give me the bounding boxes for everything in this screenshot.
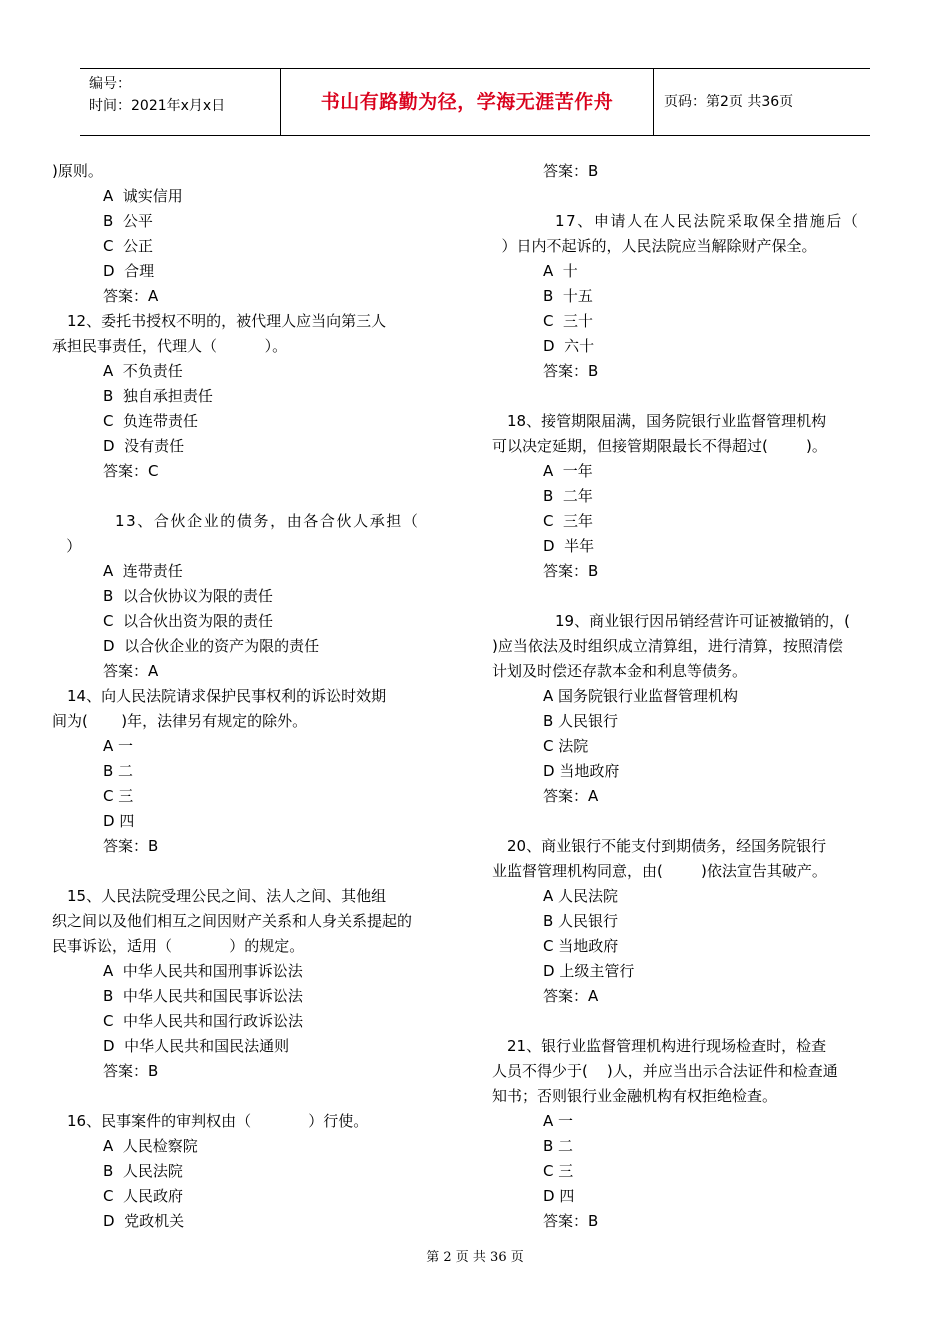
- answer-line: 答案：B: [543, 362, 599, 380]
- option-line: D 当地政府: [543, 762, 620, 780]
- question-line: 计划及时偿还存款本金和利息等债务。: [492, 662, 748, 680]
- question-line: 20、商业银行不能支付到期债务，经国务院银行: [507, 837, 827, 855]
- question-line: 间为( )年，法律另有规定的除外。: [52, 712, 308, 730]
- option-line: C 三十: [543, 312, 594, 330]
- blank-line: [492, 809, 912, 834]
- answer-line: 答案：A: [543, 787, 599, 805]
- question-line: 织之间以及他们相互之间因财产关系和人身关系提起的: [52, 912, 413, 930]
- option-line: C 三: [103, 787, 134, 805]
- answer-line: 答案：B: [103, 1062, 159, 1080]
- answer-line: 答案：B: [543, 562, 599, 580]
- question-line: ）: [52, 537, 82, 555]
- option-line: D 四: [543, 1187, 575, 1205]
- option-line: A 连带责任: [103, 562, 183, 580]
- option-line: C 负连带责任: [103, 412, 199, 430]
- option-line: C 中华人民共和国行政诉讼法: [103, 1012, 304, 1030]
- page-footer: 第 2 页 共 36 页: [426, 1250, 524, 1265]
- left-column: [52, 159, 472, 1234]
- option-line: C 三年: [543, 512, 594, 530]
- question-line: 承担民事责任，代理人（ ）。: [52, 337, 288, 355]
- question-line: 17、申请人在人民法院采取保全措施后（: [555, 212, 860, 230]
- header-meta: [80, 69, 281, 135]
- option-line: C 法院: [543, 737, 589, 755]
- option-line: B 人民银行: [543, 712, 619, 730]
- right-column: [492, 159, 912, 1234]
- blank-line: [52, 484, 472, 509]
- option-line: D 以合伙企业的资产为限的责任: [103, 637, 320, 655]
- option-line: A 中华人民共和国刑事诉讼法: [103, 962, 303, 980]
- question-line: 知书；否则银行业金融机构有权拒绝检查。: [492, 1087, 778, 1105]
- page-header: [80, 68, 870, 136]
- option-line: B 独自承担责任: [103, 387, 213, 405]
- blank-line: [492, 1009, 912, 1034]
- question-line: 民事诉讼，适用（ ）的规定。: [52, 937, 305, 955]
- question-line: ）日内不起诉的，人民法院应当解除财产保全。: [492, 237, 817, 255]
- option-line: B 公平: [103, 212, 153, 230]
- option-line: B 人民法院: [103, 1162, 183, 1180]
- option-line: B 以合伙协议为限的责任: [103, 587, 273, 605]
- option-line: A 国务院银行业监督管理机构: [543, 687, 739, 705]
- option-line: D 没有责任: [103, 437, 185, 455]
- question-line: 业监督管理机构同意，由( )依法宣告其破产。: [492, 862, 827, 880]
- blank-line: [52, 1084, 472, 1109]
- option-line: C 三: [543, 1162, 574, 1180]
- option-line: D 六十: [543, 337, 595, 355]
- answer-line: 答案：C: [103, 462, 159, 480]
- question-line: 人员不得少于( )人，并应当出示合法证件和检查通: [492, 1062, 838, 1080]
- option-line: A 人民法院: [543, 887, 619, 905]
- blank-line: [52, 859, 472, 884]
- blank-line: [492, 584, 912, 609]
- option-line: C 当地政府: [543, 937, 619, 955]
- option-line: D 合理: [103, 262, 155, 280]
- date-label: 时间：2021年x月x日: [89, 98, 226, 114]
- option-line: A 一年: [543, 462, 593, 480]
- option-line: D 党政机关: [103, 1212, 185, 1230]
- option-line: B 中华人民共和国民事诉讼法: [103, 987, 303, 1005]
- motto: 书山有路勤为径，学海无涯苦作舟: [281, 69, 654, 135]
- blank-line: [492, 384, 912, 409]
- answer-line: 答案：B: [103, 837, 159, 855]
- answer-line: 答案：B: [543, 1212, 599, 1230]
- option-line: A 诚实信用: [103, 187, 183, 205]
- question-line: 21、银行业监督管理机构进行现场检查时，检查: [507, 1037, 827, 1055]
- question-line: 15、人民法院受理公民之间、法人之间、其他组: [67, 887, 387, 905]
- question-line: )应当依法及时组织成立清算组，进行清算，按照清偿: [492, 637, 843, 655]
- option-line: A 十: [543, 262, 578, 280]
- option-line: A 一: [543, 1112, 574, 1130]
- option-line: B 十五: [543, 287, 593, 305]
- option-line: A 一: [103, 737, 134, 755]
- option-line: C 公正: [103, 237, 154, 255]
- answer-line: 答案：A: [543, 987, 599, 1005]
- number-label: 编号：: [89, 76, 131, 92]
- option-line: B 二: [543, 1137, 574, 1155]
- option-line: D 半年: [543, 537, 595, 555]
- answer-line: 答案：A: [103, 287, 159, 305]
- option-line: D 四: [103, 812, 135, 830]
- question-line: 可以决定延期，但接管期限最长不得超过( )。: [492, 437, 827, 455]
- option-line: D 中华人民共和国民法通则: [103, 1037, 290, 1055]
- option-line: C 以合伙出资为限的责任: [103, 612, 274, 630]
- question-line: 18、接管期限届满，国务院银行业监督管理机构: [507, 412, 827, 430]
- option-line: D 上级主管行: [543, 962, 635, 980]
- question-line: 14、向人民法院请求保护民事权利的诉讼时效期: [67, 687, 387, 705]
- option-line: A 人民检察院: [103, 1137, 198, 1155]
- option-line: C 人民政府: [103, 1187, 184, 1205]
- question-line: 16、民事案件的审判权由（ ）行使。: [67, 1112, 369, 1130]
- answer-line: 答案：B: [543, 162, 599, 180]
- answer-line: 答案：A: [103, 662, 159, 680]
- option-line: B 二: [103, 762, 134, 780]
- question-line: 13、合伙企业的债务，由各合伙人承担（: [115, 512, 420, 530]
- page-info: 页码：第2页 共36页: [664, 94, 794, 110]
- question-line: )原则。: [52, 162, 103, 180]
- option-line: B 二年: [543, 487, 593, 505]
- option-line: A 不负责任: [103, 362, 183, 380]
- question-line: 19、商业银行因吊销经营许可证被撤销的，(: [555, 612, 850, 630]
- blank-line: [492, 184, 912, 209]
- question-line: 12、委托书授权不明的，被代理人应当向第三人: [67, 312, 387, 330]
- option-line: B 人民银行: [543, 912, 619, 930]
